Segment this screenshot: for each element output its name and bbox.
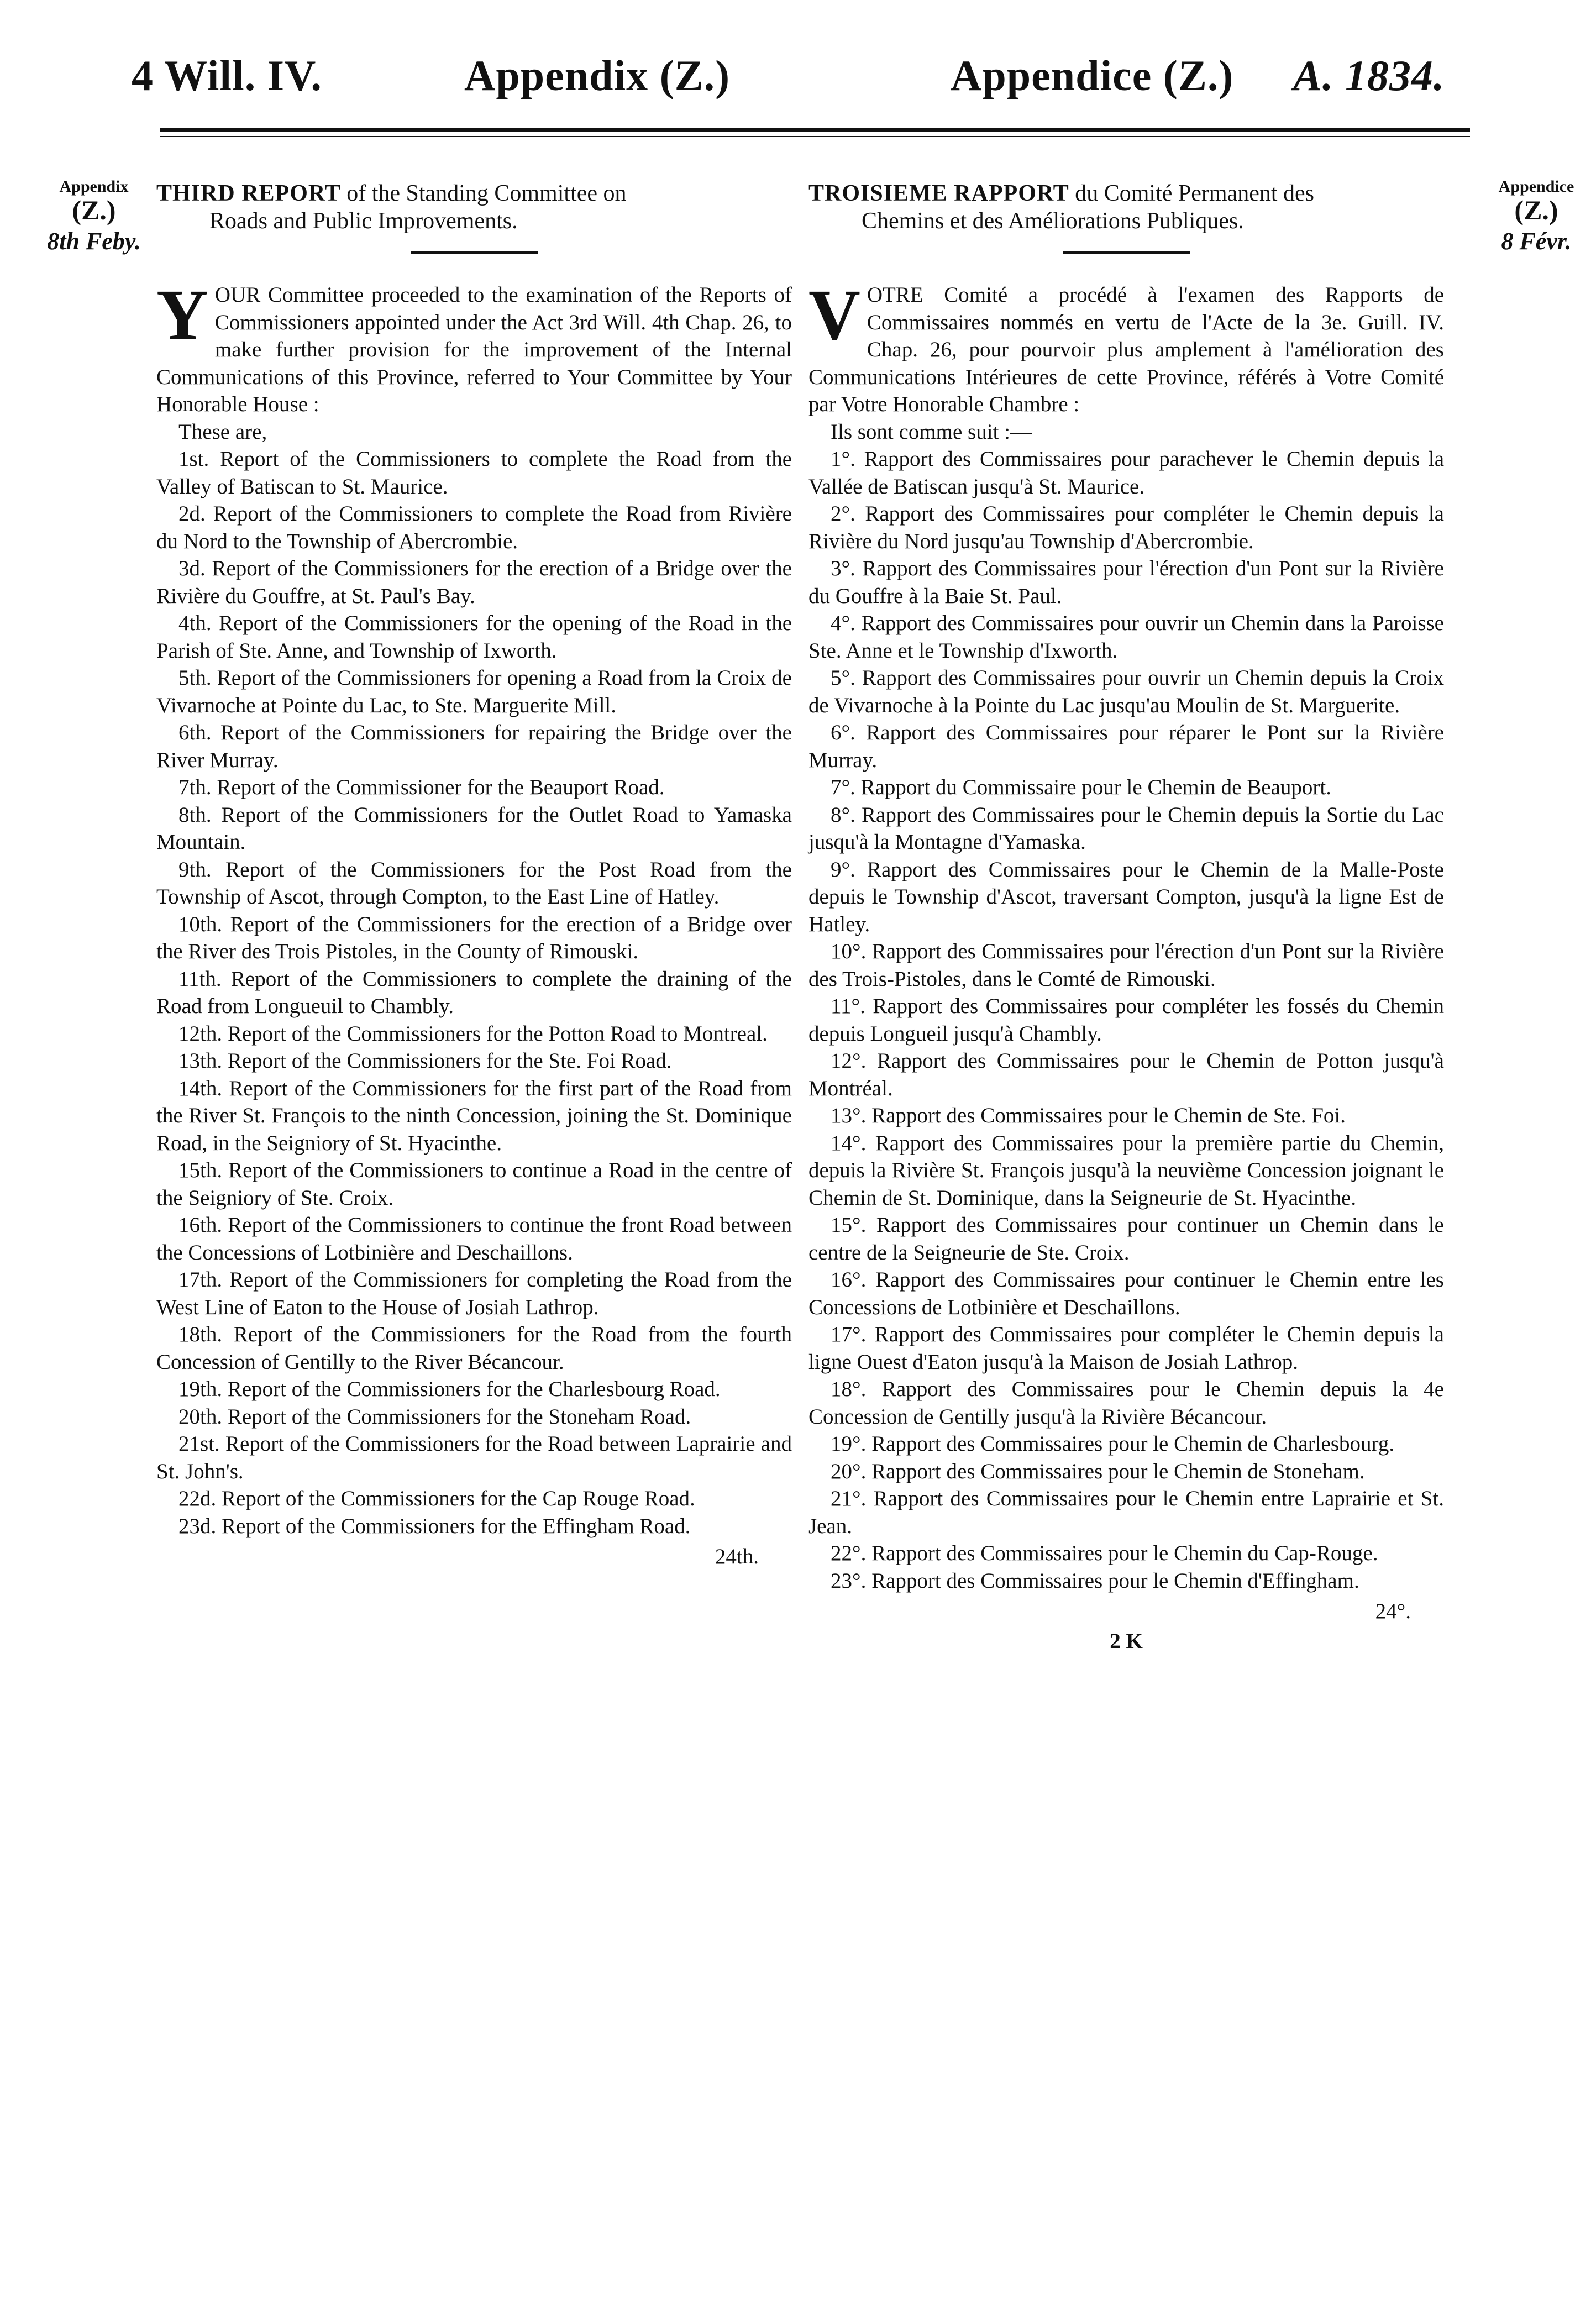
- report-item: 14th. Report of the Commissioners for the first part of the Road from the River St. François to the ninth Concession, joining the St. Dominique Road, in the Seigniory of St. Hyacinthe.: [156, 1076, 792, 1155]
- margin-date: 8th Feby.: [47, 228, 141, 255]
- signature-mark: 2 K: [1110, 1629, 1143, 1653]
- margin-letter: (Z.): [72, 194, 116, 225]
- continued-marker-en: 24th.: [715, 1545, 759, 1568]
- report-item: 15°. Rapport des Commissaires pour continuer un Chemin dans le centre de la Seigneurie de Ste. Croix.: [809, 1213, 1444, 1264]
- report-list-fr: [809, 445, 1444, 1594]
- report-item: 9°. Rapport des Commissaires pour le Chemin de la Malle-Poste depuis le Township d'Ascot, traversant Compton, jusqu'à la ligne Est de Hatley.: [809, 857, 1444, 936]
- report-item: 12°. Rapport des Commissaires pour le Chemin de Potton jusqu'à Montréal.: [809, 1049, 1444, 1100]
- opening-paragraph-en: [156, 275, 792, 418]
- report-item: 18th. Report of the Commissioners for the Road from the fourth Concession of Gentilly to the River Bécancour.: [156, 1323, 792, 1374]
- report-item: 21st. Report of the Commissioners for the Road between Laprairie and St. John's.: [156, 1432, 792, 1483]
- report-item: 17th. Report of the Commissioners for completing the Road from the West Line of Eaton to the House of Josiah Lathrop.: [156, 1268, 792, 1319]
- report-item: 8th. Report of the Commissioners for the Outlet Road to Yamaska Mountain.: [156, 802, 792, 854]
- report-item: 2d. Report of the Commissioners to complete the Road from Rivière du Nord to the Township of Abercrombie.: [156, 502, 792, 553]
- title-rest: of the Standing Committee on: [347, 181, 627, 206]
- margin-letter: (Z.): [1514, 194, 1558, 225]
- report-item: 13th. Report of the Commissioners for the Ste. Foi Road.: [179, 1049, 672, 1073]
- continued-marker-fr: 24°.: [1375, 1599, 1411, 1623]
- report-item: 5°. Rapport des Commissaires pour ouvrir un Chemin depuis la Croix de Vivarnoche à la Pointe du Lac jusqu'au Moulin de St. Marguerite.: [809, 666, 1444, 717]
- appendix-heading-en: Appendix (Z.): [464, 51, 731, 99]
- title-caps: THIRD REPORT: [156, 181, 341, 206]
- report-title-fr: [809, 180, 1444, 235]
- report-item: 20th. Report of the Commissioners for the Stoneham Road.: [179, 1404, 691, 1429]
- english-column: [156, 180, 792, 1571]
- title-caps: TROISIEME RAPPORT: [809, 181, 1069, 206]
- report-item: 21°. Rapport des Commissaires pour le Chemin entre Laprairie et St. Jean.: [809, 1487, 1444, 1538]
- opening-text: OUR Committee proceeded to the examination of the Reports of Commissioners appointed under the Act 3rd Will. 4th Chap. 26, to make further provision for the improvement of the Internal Communications of this Province, referred to Your Committee by Your Honorable House :: [156, 283, 792, 416]
- report-item: 16°. Rapport des Commissaires pour continuer le Chemin entre les Concessions de Lotbinière et Deschaillons.: [809, 1268, 1444, 1319]
- opening-text: OTRE Comité a procédé à l'examen des Rapports de Commissaires nommés en vertu de l'Acte de la 3e. Guill. IV. Chap. 26, pour pourvoir plus amplement à l'amélioration des Communications Intérieures de cette Province, référés à Votre Comité par Votre Honorable Chambre :: [809, 283, 1444, 416]
- report-item: 15th. Report of the Commissioners to continue a Road in the centre of the Seigniory of Ste. Croix.: [156, 1158, 792, 1210]
- report-item: 1st. Report of the Commissioners to complete the Road from the Valley of Batiscan to St. Maurice.: [156, 447, 792, 498]
- report-item: 18°. Rapport des Commissaires pour le Chemin depuis la 4e Concession de Gentilly jusqu'à la Rivière Bécancour.: [809, 1377, 1444, 1429]
- report-item: 3d. Report of the Commissioners for the erection of a Bridge over the Rivière du Gouffre, at St. Paul's Bay.: [156, 557, 792, 608]
- opening-paragraph-fr: [809, 275, 1444, 418]
- page-header: [0, 0, 1596, 127]
- header-rule-thin: [160, 136, 1470, 137]
- report-item: 23°. Rapport des Commissaires pour le Chemin d'Effingham.: [831, 1568, 1359, 1593]
- report-item: 3°. Rapport des Commissaires pour l'érection d'un Pont sur la Rivière du Gouffre à la Baie St. Paul.: [809, 557, 1444, 608]
- report-item: 14°. Rapport des Commissaires pour la première partie du Chemin, depuis la Rivière St. François jusqu'à la neuvième Concession joignant le Chemin de St. Dominique, dans la Seigneurie de St. Hyacinthe.: [809, 1131, 1444, 1210]
- report-item: 13°. Rapport des Commissaires pour le Chemin de Ste. Foi.: [831, 1104, 1346, 1127]
- french-column: [809, 180, 1444, 1655]
- title-rest: du Comité Permanent des: [1075, 181, 1315, 206]
- report-item: 12th. Report of the Commissioners for the Potton Road to Montreal.: [179, 1021, 768, 1046]
- report-item: 20°. Rapport des Commissaires pour le Chemin de Stoneham.: [831, 1459, 1365, 1483]
- report-item: 9th. Report of the Commissioners for the Post Road from the Township of Ascot, through Compton, to the East Line of Hatley.: [156, 857, 792, 909]
- report-item: 7°. Rapport du Commissaire pour le Chemin de Beauport.: [831, 775, 1331, 799]
- report-item: 19th. Report of the Commissioners for the Charlesbourg Road.: [179, 1377, 721, 1401]
- margin-note-right: [1481, 178, 1592, 254]
- report-title-en: [156, 180, 792, 235]
- report-item: 22d. Report of the Commissioners for the Cap Rouge Road.: [179, 1487, 695, 1510]
- title-line2: Roads and Public Improvements.: [209, 208, 518, 234]
- intro-line-fr: Ils sont comme suit :—: [831, 419, 1032, 444]
- margin-label: Appendix: [59, 177, 129, 196]
- report-item: 6th. Report of the Commissioners for repairing the Bridge over the River Murray.: [156, 721, 792, 772]
- report-item: 16th. Report of the Commissioners to continue the front Road between the Concessions of Lotbinière and Deschaillons.: [156, 1213, 792, 1264]
- year-heading: A. 1834.: [1293, 51, 1445, 99]
- report-item: 23d. Report of the Commissioners for the Effingham Road.: [179, 1514, 691, 1538]
- report-item: 2°. Rapport des Commissaires pour compléter le Chemin depuis la Rivière du Nord jusqu'au Township d'Abercrombie.: [809, 502, 1444, 553]
- drop-cap: Y: [156, 275, 208, 355]
- report-item: 8°. Rapport des Commissaires pour le Chemin depuis la Sortie du Lac jusqu'à la Montagne d'Yamaska.: [809, 802, 1444, 854]
- report-item: 1°. Rapport des Commissaires pour parachever le Chemin depuis la Vallée de Batiscan jusqu'à St. Maurice.: [809, 447, 1444, 498]
- report-item: 6°. Rapport des Commissaires pour réparer le Pont sur la Rivière Murray.: [809, 721, 1444, 772]
- title-line2: Chemins et des Améliorations Publiques.: [862, 208, 1244, 234]
- report-item: 11°. Rapport des Commissaires pour compléter les fossés du Chemin depuis Longueil jusqu'à Chambly.: [809, 994, 1444, 1046]
- intro-line-en: These are,: [179, 419, 267, 444]
- report-item: 4°. Rapport des Commissaires pour ouvrir un Chemin dans la Paroisse Ste. Anne et le Township d'Ixworth.: [809, 611, 1444, 663]
- drop-cap: V: [809, 275, 860, 355]
- report-item: 10°. Rapport des Commissaires pour l'érection d'un Pont sur la Rivière des Trois-Pistoles, dans le Comté de Rimouski.: [809, 940, 1444, 991]
- report-item: 10th. Report of the Commissioners for the erection of a Bridge over the River des Trois Pistoles, in the County of Rimouski.: [156, 912, 792, 963]
- report-item: 5th. Report of the Commissioners for opening a Road from la Croix de Vivarnoche at Pointe du Lac, to Ste. Marguerite Mill.: [156, 666, 792, 717]
- report-item: 7th. Report of the Commissioner for the Beauport Road.: [179, 775, 665, 799]
- margin-date: 8 Févr.: [1501, 228, 1572, 255]
- margin-note-left: [39, 178, 149, 254]
- report-item: 19°. Rapport des Commissaires pour le Chemin de Charlesbourg.: [831, 1432, 1395, 1456]
- report-item: 11th. Report of the Commissioners to complete the draining of the Road from Longueuil to Chambly.: [156, 967, 792, 1018]
- header-rule-thick: [160, 128, 1470, 132]
- title-divider: [411, 251, 538, 254]
- report-list-en: [156, 445, 792, 1540]
- report-item: 17°. Rapport des Commissaires pour compléter le Chemin depuis la ligne Ouest d'Eaton jusqu'à la Maison de Josiah Lathrop.: [809, 1323, 1444, 1374]
- appendix-heading-fr: Appendice (Z.): [951, 51, 1234, 99]
- margin-label: Appendice: [1498, 177, 1574, 196]
- report-item: 22°. Rapport des Commissaires pour le Chemin du Cap-Rouge.: [831, 1541, 1378, 1565]
- title-divider: [1063, 251, 1190, 254]
- reign-heading: 4 Will. IV.: [132, 51, 322, 99]
- report-item: 4th. Report of the Commissioners for the opening of the Road in the Parish of Ste. Anne, and Township of Ixworth.: [156, 611, 792, 663]
